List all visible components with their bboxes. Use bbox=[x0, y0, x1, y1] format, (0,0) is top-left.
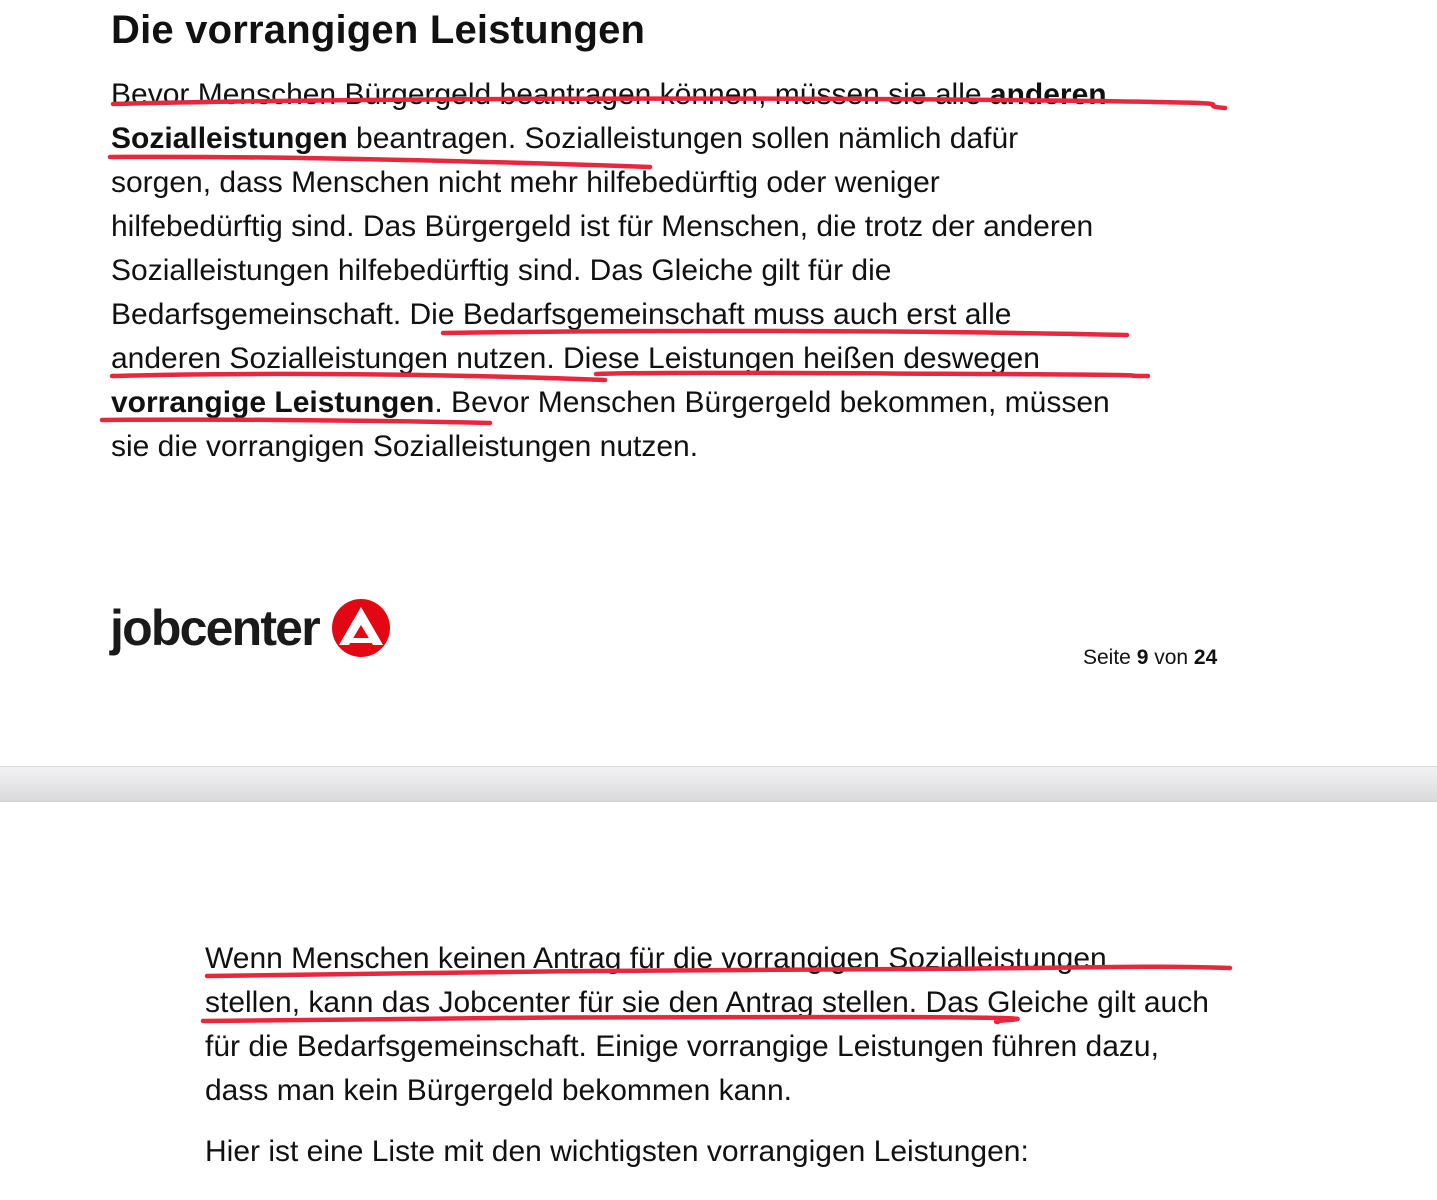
text-run: . Bevor Menschen Bürgergeld bekommen, müssen bbox=[434, 386, 1110, 419]
text-line bbox=[205, 981, 1209, 1025]
text-line: sorgen, dass Menschen nicht mehr hilfebedürftig oder weniger bbox=[111, 166, 940, 199]
text-line: Wenn Menschen keinen Antrag für die vorrangigen Sozialleistungen bbox=[205, 942, 1107, 975]
total-pages: 24 bbox=[1193, 646, 1218, 669]
bold-term: Sozialleistungen bbox=[111, 122, 348, 155]
text-run: beantragen. Sozialleistungen sollen nämlich dafür bbox=[347, 122, 1019, 155]
body-paragraph bbox=[111, 73, 1110, 469]
page-of-label: von bbox=[1148, 646, 1194, 669]
page-label: Seite bbox=[1083, 646, 1137, 669]
text-line bbox=[111, 73, 1110, 117]
page-number bbox=[1083, 646, 1217, 670]
section-heading: Die vorrangigen Leistungen bbox=[111, 8, 646, 52]
text-line: Sozialleistungen hilfebedürftig sind. Das Gleiche gilt für die bbox=[111, 254, 892, 287]
text-line: anderen Sozialleistungen nutzen. Diese Leistungen heißen deswegen bbox=[111, 342, 1040, 375]
text-line: Bedarfsgemeinschaft. Die Bedarfsgemeinschaft muss auch erst alle bbox=[111, 298, 1012, 331]
text-line: hilfebedürftig sind. Das Bürgergeld ist für Menschen, die trotz der anderen bbox=[111, 210, 1094, 243]
current-page: 9 bbox=[1136, 646, 1149, 669]
text-run: stellen, kann das Jobcenter für sie den Antrag stellen. bbox=[205, 986, 918, 1019]
bold-term: anderen bbox=[989, 78, 1107, 111]
text-line: für die Bedarfsgemeinschaft. Einige vorrangige Leistungen führen dazu, bbox=[205, 1030, 1159, 1063]
body-paragraph bbox=[205, 937, 1209, 1113]
text-run: Das Gleiche gilt auch bbox=[917, 986, 1209, 1019]
text-line: sie die vorrangigen Sozialleistungen nutzen. bbox=[111, 430, 699, 463]
text-line: dass man kein Bürgergeld bekommen kann. bbox=[205, 1074, 792, 1107]
page-separator bbox=[0, 766, 1437, 802]
jobcenter-logo bbox=[110, 598, 391, 658]
bold-term: vorrangige Leistungen bbox=[111, 386, 435, 419]
list-intro: Hier ist eine Liste mit den wichtigsten vorrangigen Leistungen: bbox=[205, 1135, 1029, 1168]
logo-wordmark: jobcenter bbox=[110, 600, 319, 656]
arbeitsagentur-a-icon bbox=[331, 598, 391, 658]
text-line bbox=[111, 117, 1110, 161]
text-line bbox=[111, 381, 1110, 425]
text-run: Bevor Menschen Bürgergeld beantragen können, müssen sie alle bbox=[111, 78, 990, 111]
